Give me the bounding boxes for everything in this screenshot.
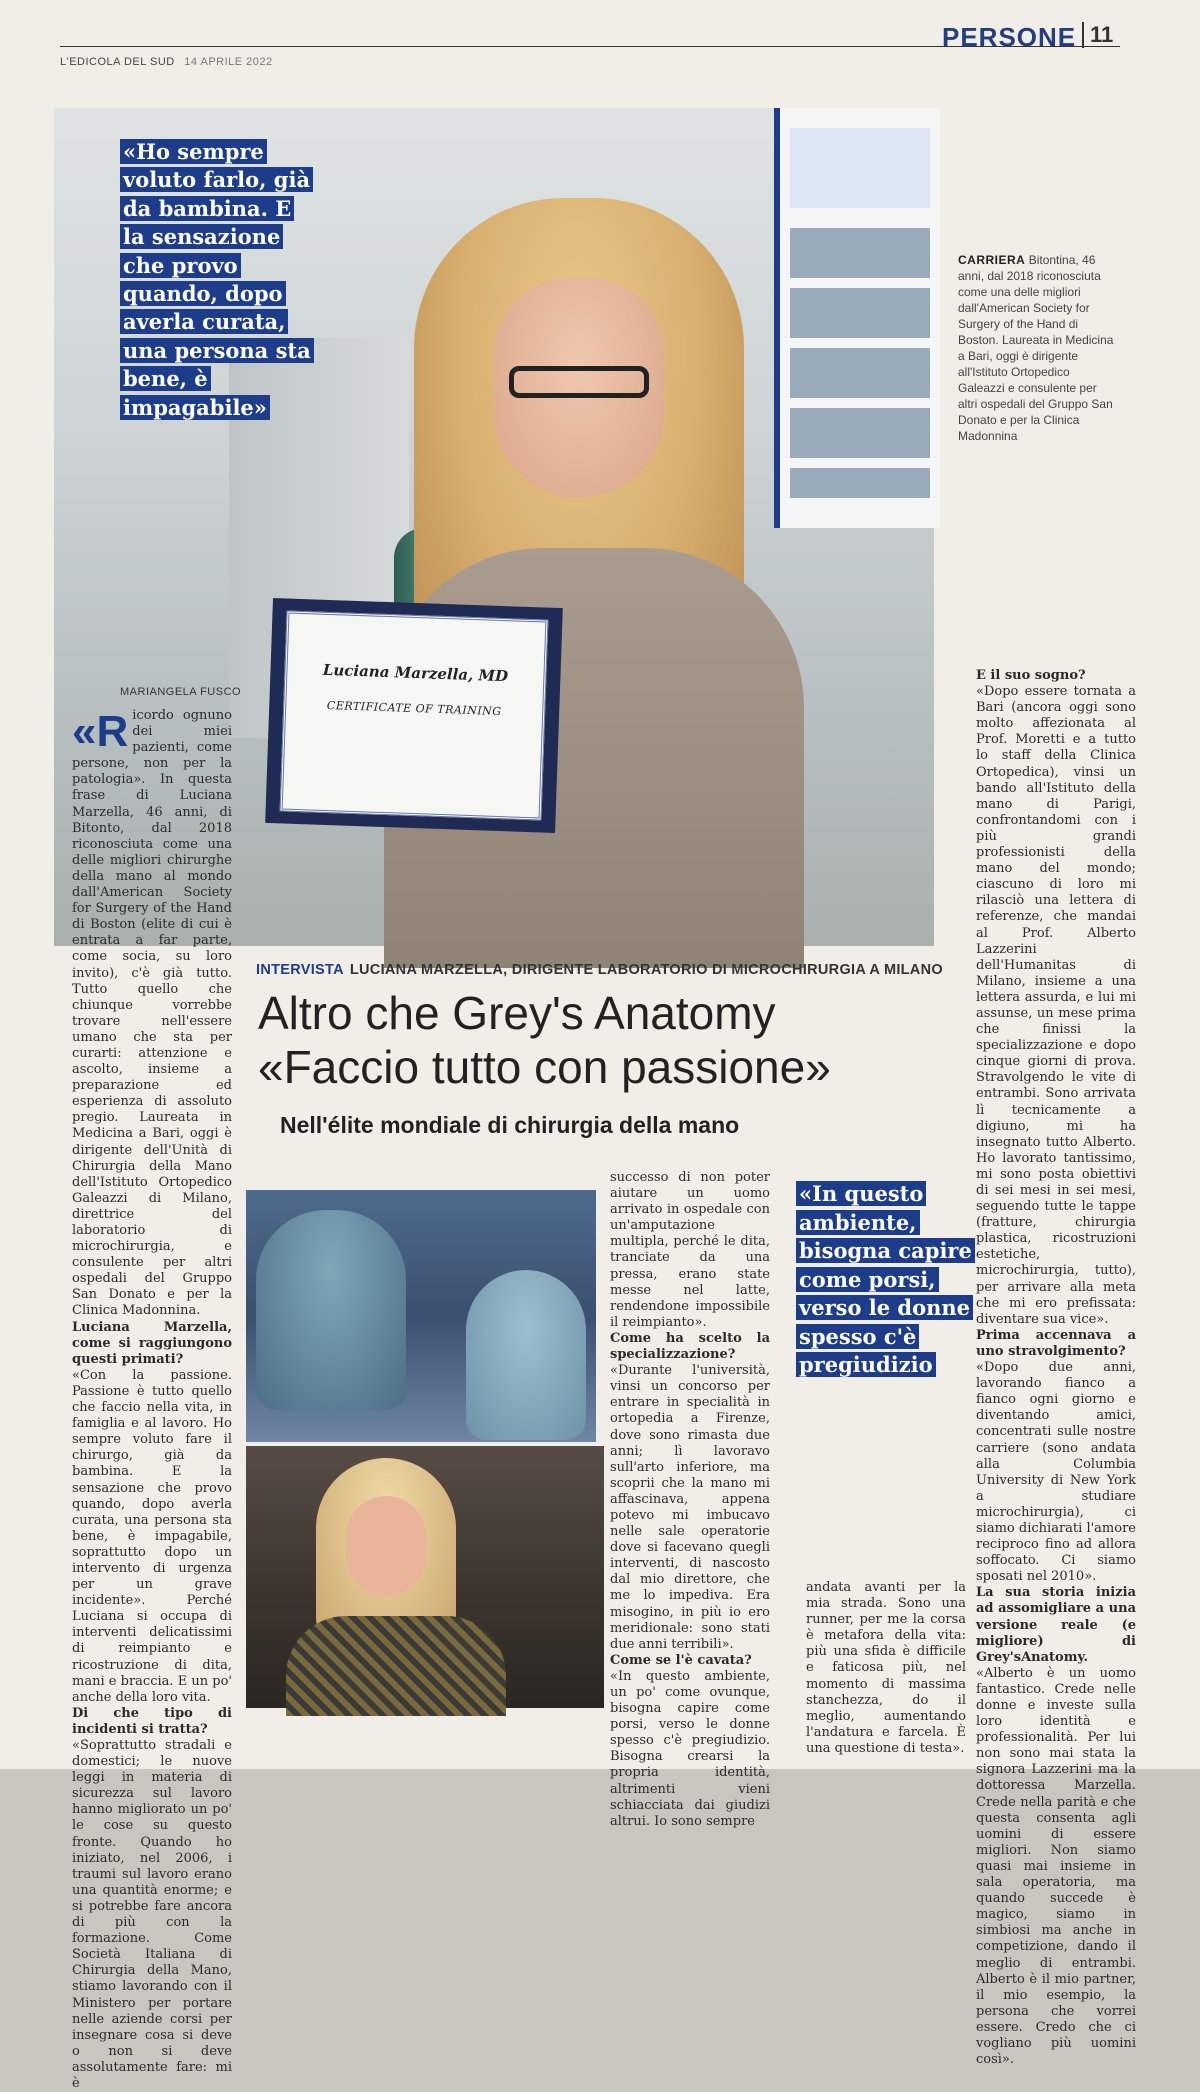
kicker [256, 962, 943, 978]
interview-question: Di che tipo di incidenti si tratta? [72, 1705, 232, 1737]
paragraph: successo di non poter aiutare un uomo arrivato in ospedale con un'amputazione multipla, perché le dita, tranciate da una pressa, erano state messe nel latte, rendendone impossibile il reimpianto». [610, 1170, 770, 1330]
interview-question: Come se l'è cavata? [610, 1652, 752, 1668]
paper-name: L'EDICOLA DEL SUD [60, 56, 175, 68]
surgeon-female [466, 1270, 586, 1440]
kicker-label: INTERVISTA [256, 962, 344, 978]
page-number: 11 [1090, 22, 1114, 47]
byline: MARIANGELA FUSCO [120, 686, 242, 698]
drop-cap: «R [72, 707, 129, 756]
caption-text: Bitontina, 46 anni, dal 2018 riconosciuta come una delle migliori dall'American Society for Surgery of the Hand di Boston. Laureata in Medicina a Bari, oggi è dirigente all'Istituto Ortopedico Galeazzi e consulente per altri ospedali del Gruppo San Donato e per la Clinica Madonnina [958, 253, 1114, 443]
certificate [265, 598, 563, 833]
paragraph: «In questo ambiente, un po' come ovunque, bisogna capire come porsi, verso le donne spesso c'è pregiudizio. Bisogna crearsi la propria identità, altrimenti vieni schiacciata dai giudizi altrui. Io sono sempre [610, 1668, 770, 1829]
paragraph: icordo ognuno dei miei pazienti, come persone, non per la patologia». In questa frase di Luciana Marzella, 46 anni, di Bitonto, dal 2018 riconosciuta come una delle migliori chirurghe della mano al mondo dall'American Society for Surgery of the Hand di Boston (elite di cui è entrata a far parte, come socia, su loro invito), c'è già tutto. Tutto quello che chiunque vorrebbe trovare nell'essere umano che sta per curarti: attenzione e ascolto, insieme a preparazione ed esperienza di assoluto pregio. Laureata in Medicina a Bari, oggi è dirigente dell'Unità di Chirurgia della Mano dell'Istituto Ortopedico Galeazzi di Milano, direttrice del laboratorio di microchirurgia, e consulente per altri ospedali del Gruppo San Donato e per la Clinica Madonnina. [72, 708, 232, 1319]
article-column-2 [610, 1170, 770, 1830]
article-column-1 [72, 708, 232, 2092]
wall-poster [774, 108, 940, 528]
paragraph: «Soprattutto stradali e domestici; le nuove leggi in materia di sicurezza sul lavoro hanno migliorato un po' le cose su questo fronte. Quando ho iniziato, nel 2006, i traumi sul lavoro erano una quantità enorme; e si potrebbe fare ancora di più con la formazione. Come Società Italiana di Chirurgia della Mano, stiamo lavorando con il Ministero per portare nelle aziende corsi per insegnare cosa si deve o non si deve assolutamente fare: mi è [72, 1738, 232, 2091]
interview-question: Luciana Marzella, come si raggiungono questi primati? [72, 1319, 232, 1367]
photo-caption [958, 252, 1118, 444]
article-column-4 [806, 1580, 966, 1757]
glasses [509, 366, 649, 398]
headline [258, 986, 948, 1094]
surgeon-male [256, 1210, 406, 1410]
subheadline: Nell'élite mondiale di chirurgia della mano [280, 1112, 740, 1138]
masthead [60, 56, 273, 68]
kicker-text: LUCIANA MARZELLA, DIRIGENTE LABORATORIO DI MICROCHIRURGIA A MILANO [349, 962, 943, 978]
interview-question: La sua storia inizia ad assomigliare a una versione reale (e migliore) di Grey'sAnatomy. [976, 1585, 1136, 1665]
certificate-name: Luciana Marzella, MD [322, 660, 509, 686]
paragraph: «Dopo due anni, lavorando fianco a fianco ogni giorno e diventando amici, concentrati sulle nostre carriere (sono andata alla Columbia University di New York a studiare microchirurgia), ci siamo dichiarati l'amore reciproco fino ad allora soffocato. Ci siamo sposati nel 2010». [976, 1360, 1136, 1585]
issue-date: 14 APRILE 2022 [184, 56, 273, 68]
paragraph: «Alberto è un uomo fantastico. Crede nelle donne e investe sulla loro identità e professionalità. Per lui non sono mai stata la signora Lazzerini ma la dottoressa Marzella. Crede nella parità e che questa consenta agli uomini di essere migliori. Non siamo quasi mai insieme in sala operatoria, ma quando succede è magico, siamo in simbiosi ma anche in competizione, dando il meglio di entrambi. Alberto è il mio partner, il mio esempio, la persona che vorrei essere. Credo che ci vogliano più uomini così». [976, 1665, 1136, 2068]
interview-question: Prima accennava a uno stravolgimento? [976, 1327, 1136, 1359]
pull-quote-secondary: «In questo ambiente, bisogna capire come porsi, verso le donne spesso c'è pregiudizio [796, 1180, 986, 1380]
section-title: PERSONE [942, 22, 1077, 52]
pull-quote-main: «Ho sempre voluto farlo, già da bambina. E la sensazione che provo quando, dopo averla curata, una persona sta bene, è impagabile» [120, 138, 315, 422]
interview-question: Come ha scelto la specializzazione? [610, 1330, 770, 1363]
interview-question: E il suo sogno? [976, 668, 1086, 683]
headline-line-2: «Faccio tutto con passione» [258, 1041, 831, 1093]
certificate-title: CERTIFICATE OF TRAINING [326, 698, 502, 719]
article-column-3 [976, 668, 1136, 2068]
paragraph: andata avanti per la mia strada. Sono una runner, per me la corsa è metafora della vita: più una sfida è difficile e faticosa più, nel momento di massima stanchezza, do il meglio, aumentando l'andatura e farcela. È una questione di testa». [806, 1580, 966, 1756]
surgery-photo [246, 1190, 596, 1442]
portrait-jacket [286, 1616, 506, 1716]
portrait-photo [246, 1446, 604, 1708]
paragraph: «Con la passione. Passione è tutto quello che faccio nella vita, in famiglia e al lavoro. Ho sempre voluto fare il chirurgo, già da bambina. E la sensazione che provo quando, dopo averla curata, una persona sta bene, è impagabile, soprattutto dopo un intervento di urgenza per un grave incidente». Perché Luciana si occupa di interventi delicatissimi di reimpianto e ricostruzione di dita, mani e braccia. E un po' anche della loro vita. [72, 1367, 232, 1705]
portrait-face [346, 1496, 426, 1596]
caption-label: CARRIERA [958, 253, 1026, 267]
headline-line-1: Altro che Grey's Anatomy [258, 987, 776, 1039]
paragraph: «Durante l'università, vinsi un concorso per entrare in specialità in ortopedia a Firenze, dove sono rimasta due anni; lì lavoravo sull'arto inferiore, ma scoprii che la mano mi affascinava, appena potevo mi imbucavo nelle sale operatorie dove si facevano quegli interventi, di nascosto dal mio direttore, che me lo impediva. Era misogino, in più io ero meridionale: sono stati due anni terribili». [610, 1363, 770, 1652]
section-divider [1082, 22, 1084, 48]
paragraph: «Dopo essere tornata a Bari (ancora oggi sono molto affezionata al Prof. Moretti e a tutto lo staff della Clinica Ortopedica), vinsi un bando all'Istituto della mano di Parigi, confrontandomi con i più grandi professionisti della mano del mondo; ciascuno di loro mi rilasciò una lettera di referenze, che mandai al Prof. Alberto Lazzerini dell'Humanitas di Milano, insieme a una lettera assurda, e lui mi assunse, un mese prima che finissi la specializzazione e dopo cinque giorni di prova. Stravolgendo le vite di entrambi. Sono arrivata lì tecnicamente a digiuno, mi ha insegnato tutto Alberto. Ho lavorato tantissimo, mi sono posta obiettivi di sei mesi in sei mesi, seguendo tutte le tappe (fratture, chirurgia plastica, ricostruzioni estetiche, microchirurgia, tutto), per arrivare alla meta che mi ero prefissata: diventare sua vice». [976, 684, 1136, 1327]
